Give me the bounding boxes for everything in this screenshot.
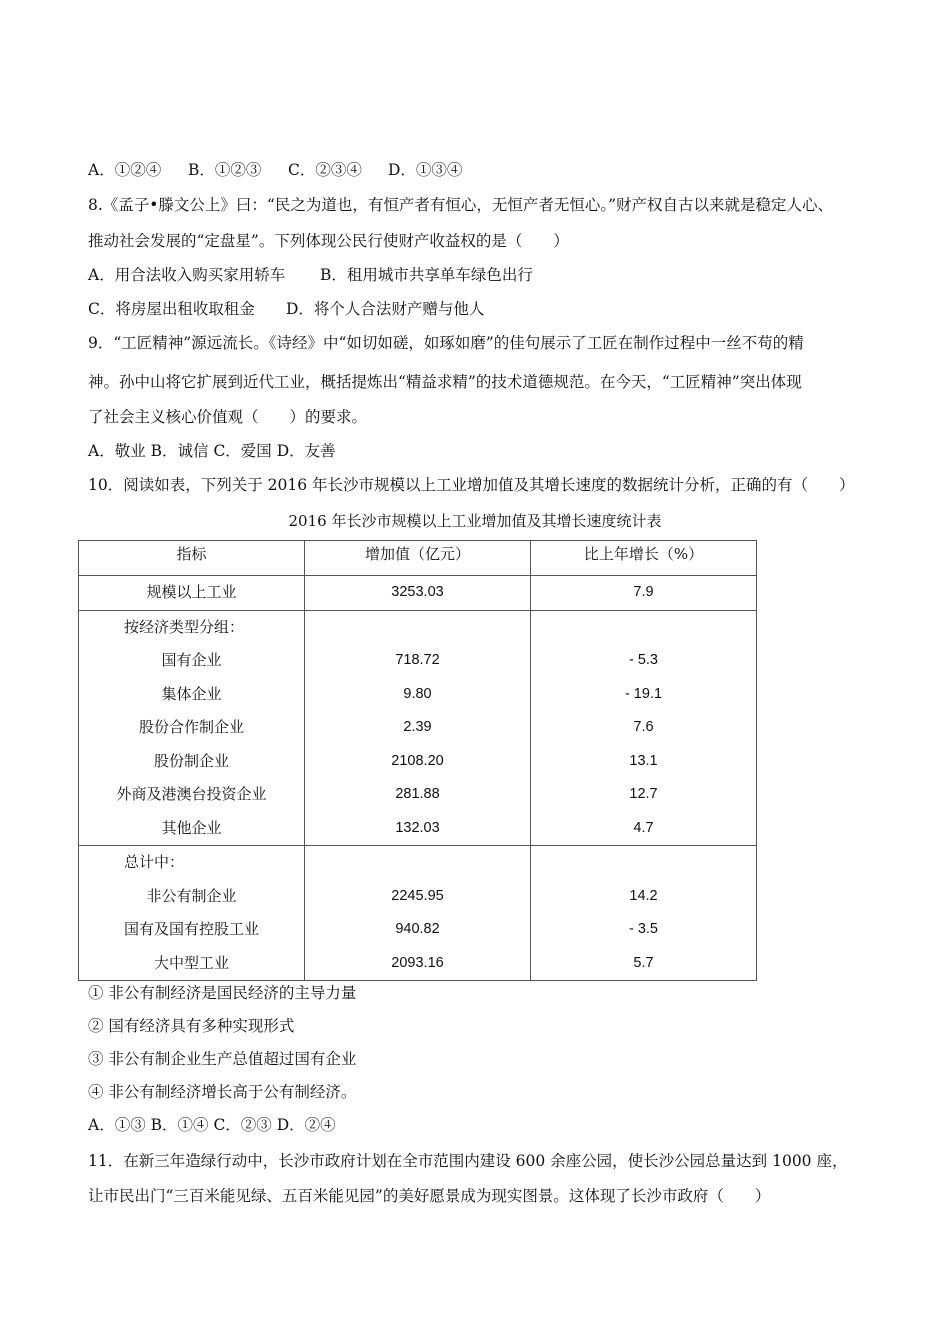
row-value: 2.39: [403, 719, 432, 735]
group-title: 总计中：: [124, 853, 185, 871]
q11-stem-line2: 让市民出门“三百米能见绿、五百米能见园”的美好愿景成为现实图景。这体现了长沙市政府（ ）: [88, 1187, 771, 1205]
row-value: 281.88: [395, 786, 440, 802]
q7-option-d: D．①③④: [388, 161, 463, 179]
row-growth: - 19.1: [624, 685, 663, 702]
q8-stem-line2: 推动社会发展的“定盘星”。下列体现公民行使财产收益权的是（ ）: [88, 232, 569, 250]
row-value: 3253.03: [391, 584, 444, 600]
q7-option-c: C．②③④: [288, 161, 362, 179]
q7-option-a: A．①②④: [88, 161, 162, 179]
row-label: 国有及国有控股工业: [123, 920, 259, 938]
row-growth: 4.7: [633, 819, 654, 836]
row-label: 国有企业: [161, 651, 222, 669]
q7-options: [88, 160, 462, 180]
q10-statement-2: ② 国有经济具有多种实现形式: [88, 1017, 295, 1035]
row-value: 2093.16: [391, 954, 444, 971]
q8-options-row2: [88, 299, 484, 319]
row-label: 集体企业: [161, 684, 222, 703]
q10-stem: 10．阅读如表，下列关于 2016 年长沙市规模以上工业增加值及其增长速度的数据统计分析，正确的有（ ）: [88, 476, 855, 494]
row-growth: - 3.5: [628, 921, 658, 937]
q8-option-c: C．将房屋出租收取租金: [88, 300, 255, 318]
table-title: 2016 年长沙市规模以上工业增加值及其增长速度统计表: [288, 512, 662, 530]
q8-option-d: D．将个人合法财产赠与他人: [286, 300, 485, 318]
q8-stem-line1: 8.《孟子•滕文公上》曰：“民之为道也，有恒产者有恒心，无恒产者无恒心。”财产权自古以来就是稳定人心、: [88, 196, 834, 214]
q9-stem-line1: 9．“工匠精神”源远流长。《诗经》中“如切如磋，如琢如磨”的佳句展示了工匠在制作过程中一丝不苟的精: [88, 334, 804, 352]
row-growth: 7.9: [633, 584, 654, 600]
row-label: 规模以上工业: [146, 583, 237, 601]
q7-option-b: B．①②③: [188, 161, 262, 179]
q9-stem-line3: 了社会主义核心价值观（ ）的要求。: [88, 408, 368, 426]
row-label: 非公有制企业: [146, 886, 237, 905]
q9-stem-line2: 神。孙中山将它扩展到近代工业，概括提炼出“精益求精”的技术道德规范。在今天，“工匠精神”突出体现: [88, 373, 802, 391]
q10-statement-4: ④ 非公有制经济增长高于公有制经济。: [88, 1083, 357, 1101]
row-label: 股份合作制企业: [138, 718, 244, 736]
header-growth: 比上年增长（%）: [531, 541, 757, 576]
header-indicator: 指标: [79, 541, 305, 576]
q8-options-row1: [88, 265, 533, 285]
row-growth: 12.7: [629, 786, 658, 802]
row-label: 大中型工业: [153, 953, 229, 972]
table-group-subtotal: [79, 846, 757, 981]
row-value: 2245.95: [391, 887, 444, 904]
row-value: 2108.20: [391, 752, 444, 769]
row-growth: 14.2: [629, 887, 658, 904]
row-value: 940.82: [395, 921, 440, 937]
header-value: 增加值（亿元）: [305, 541, 531, 576]
row-growth: 13.1: [629, 752, 658, 769]
q9-options: A．敬业 B．诚信 C．爱国 D．友善: [88, 442, 336, 460]
q11-stem-line1: 11．在新三年造绿行动中，长沙市政府计划在全市范围内建设 600 余座公园，使长沙公园总量达到 1000 座，: [88, 1152, 848, 1170]
q10-options: A．①③ B．①④ C．②③ D．②④: [88, 1116, 336, 1134]
statistics-table: [78, 540, 757, 981]
row-label: 其他企业: [161, 818, 222, 837]
table-group-by-type: [79, 610, 757, 846]
q8-option-b: B．租用城市共享单车绿色出行: [320, 266, 533, 284]
row-value: 9.80: [403, 685, 432, 702]
row-value: 132.03: [395, 819, 440, 836]
table-header-row: [79, 541, 757, 576]
row-label: 外商及港澳台投资企业: [116, 785, 267, 803]
row-label: 股份制企业: [153, 751, 229, 770]
q10-statement-1: ① 非公有制经济是国民经济的主导力量: [88, 984, 357, 1002]
group-title: 按经济类型分组：: [124, 617, 245, 636]
q8-option-a: A．用合法收入购买家用轿车: [88, 266, 286, 284]
row-growth: 7.6: [633, 719, 654, 735]
row-growth: 5.7: [633, 954, 654, 971]
row-growth: - 5.3: [628, 652, 658, 668]
q10-statement-3: ③ 非公有制企业生产总值超过国有企业: [88, 1050, 357, 1068]
table-row: [79, 576, 757, 611]
row-value: 718.72: [395, 652, 440, 668]
